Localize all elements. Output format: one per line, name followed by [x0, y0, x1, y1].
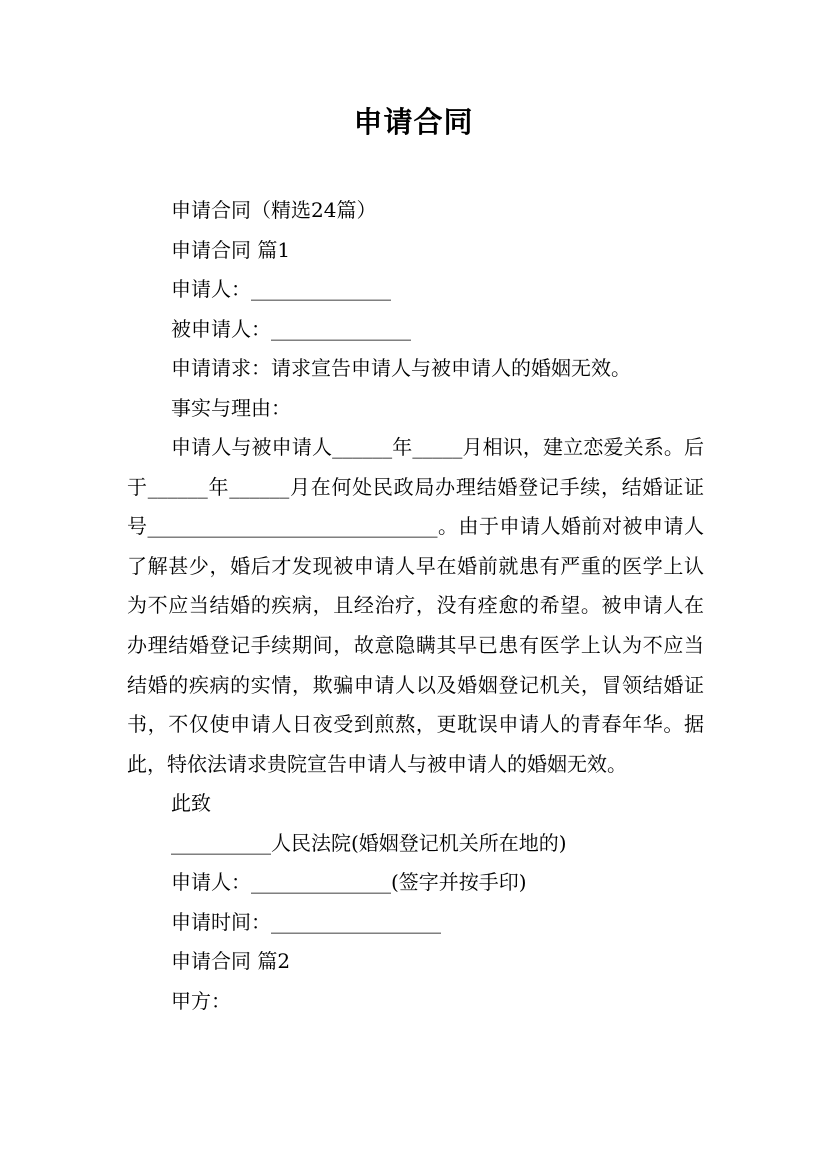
- request-line: 申请请求：请求宣告申请人与被申请人的婚姻无效。: [171, 356, 631, 380]
- application-date-line: 申请时间：_________________: [171, 909, 441, 934]
- document-title: 申请合同: [353, 105, 474, 139]
- party-a-line: 甲方：: [171, 988, 231, 1013]
- section-heading-2: 申请合同 篇2: [171, 949, 291, 974]
- facts-paragraph: 申请人与被申请人______年_____月相识，建立恋爱关系。后于______年______月在何处民政局办理结婚登记手续，结婚证证号_____________________________。由于申请人婚前对被申请人了解甚少，婚后才发现被申请人早在婚前就患有严重的医学上认为不应当结婚的疾病，且经治疗，没有痊愈的希望。被申请人在办理结婚登记手续期间，故意隐瞒其早已患有医学上认为不应当结婚的疾病的实情，欺骗申请人以及婚姻登记机关，冒领结婚证书，不仅使申请人日夜受到煎熬，更耽误申请人的青春年华。据此，特依法请求贵院宣告申请人与被申请人的婚姻无效。: [127, 435, 704, 776]
- applicant-signature-line: 申请人：______________(签字并按手印): [171, 870, 527, 895]
- document-body: [127, 191, 704, 1021]
- section-heading-1: 申请合同 篇1: [171, 237, 291, 262]
- closing-line: 此致: [171, 791, 211, 816]
- document-subtitle: 申请合同（精选24篇）: [171, 198, 377, 222]
- facts-heading: 事实与理由：: [171, 395, 291, 420]
- court-line: __________人民法院(婚姻登记机关所在地的): [171, 830, 567, 855]
- respondent-line: 被申请人：______________: [171, 316, 411, 341]
- applicant-line: 申请人：______________: [171, 277, 391, 301]
